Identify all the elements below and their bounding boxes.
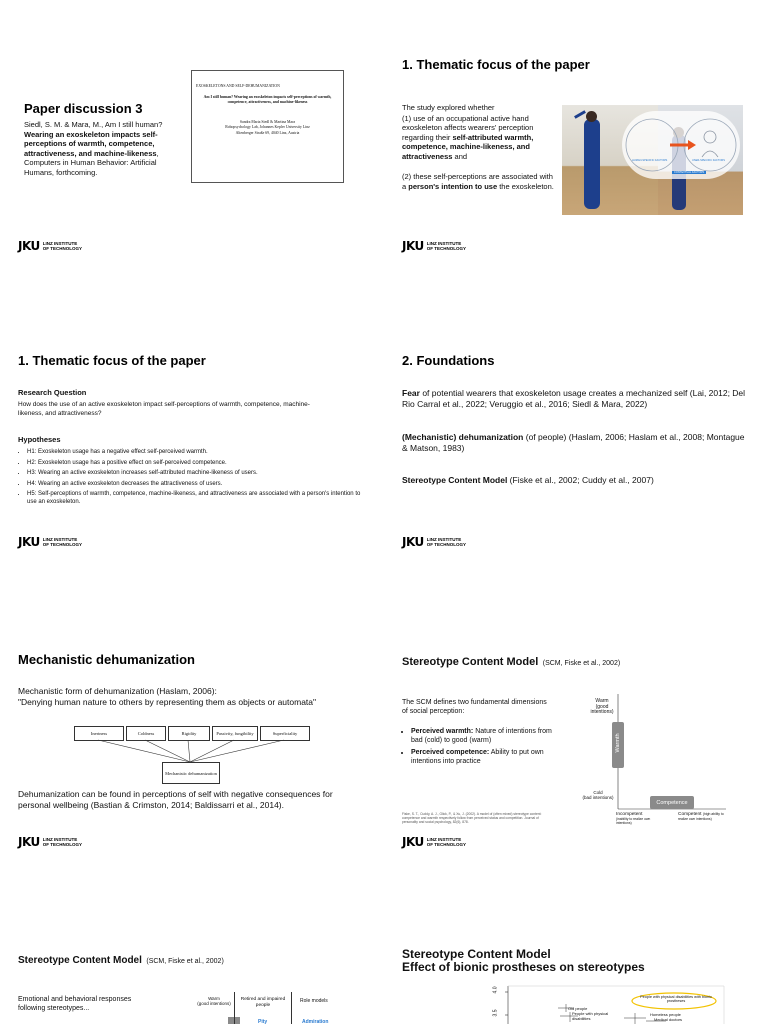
hypotheses-list — [18, 449, 371, 509]
competent-label: Competent (high ability to realize own intentions) — [678, 812, 724, 821]
warm-label: Warm (good intentions) — [197, 996, 231, 1006]
research-question: How does the use of an active exoskeleton impact self-perceptions of warmth, competence, machine-likeness, and attractiveness? — [18, 401, 310, 417]
y-axis — [234, 992, 235, 1024]
fig-label-2: USER-SPECIFIC FACTORS — [692, 159, 725, 162]
slide-title: Stereotype Content Model Effect of bionic prostheses on stereotypes — [402, 947, 645, 974]
slide-title: Paper discussion 3 — [24, 101, 143, 116]
trait-box: Rigidity — [168, 726, 210, 741]
jku-logo: JKU LINZ INSTITUTE OF TECHNOLOGY — [402, 835, 467, 849]
definition: Mechanistic form of dehumanization (Haslam, 2006): "Denying human nature to others by representing them as objects or automata" — [18, 686, 317, 707]
slide-5 — [0, 576, 384, 864]
fig-label-3: CONTEXTUAL FACTORS — [674, 171, 705, 174]
slide-4 — [384, 288, 768, 576]
jku-logo: JKU LINZ INSTITUTE OF TECHNOLOGY — [18, 239, 83, 253]
jku-logo: JKU LINZ INSTITUTE OF TECHNOLOGY — [18, 835, 83, 849]
admiration-label: Admiration — [302, 1019, 329, 1024]
framework-diagram — [622, 111, 740, 179]
quadrant-retired: Retired and impaired people — [240, 997, 286, 1008]
hypothesis-item: • H2: Exoskeleton usage has a positive effect on self-perceived competence. — [27, 460, 371, 468]
hypothesis-item: • H4: Wearing an active exoskeleton decreases the attractiveness of users. — [27, 481, 371, 489]
slide-title: Mechanistic dehumanization — [18, 652, 195, 667]
slide-body: The study explored whether (1) use of an occupational active hand exoskeleton affects wearers' perception regarding their self-attributed warmth, competence, machine-likeness, and attractiveness and (2) these self-perceptions are associated with a person's intention to use the exoskeleton. — [402, 103, 554, 191]
y-tick: 4.0 — [492, 986, 499, 994]
slide-title: Stereotype Content Model (SCM, Fiske et al., 2002) — [402, 656, 621, 668]
slide-1 — [0, 0, 384, 288]
incompetent-label: Incompetent (inability to realize own intentions) — [616, 812, 651, 825]
label-homeless: Homeless people — [650, 1012, 681, 1017]
label-old-people: Old people — [568, 1006, 588, 1011]
quadrant-role-models: Role models — [300, 998, 328, 1004]
slide-7 — [0, 864, 384, 1024]
exoskeleton-photo — [562, 105, 743, 215]
tree-connectors — [0, 576, 384, 864]
root-box: Mechanistic dehumanization — [162, 762, 220, 784]
slide-title: 2. Foundations — [402, 353, 495, 368]
conclusion: Dehumanization can be found in perceptions of self with negative consequences for personal wellbeing (Bastian & Crimston, 2014; Baldissarri et al., 2014). — [18, 789, 333, 810]
foundation-fear: Fear of potential wearers that exoskeleton usage creates a mechanized self (Lai, 2012; Del Rio Carral et al., 2022; Veruggio et al., 2016; Siedl & Mara, 2022) — [402, 388, 746, 409]
hypotheses-heading: Hypotheses — [18, 435, 61, 444]
warm-label: Warm (good intentions) — [590, 698, 614, 715]
pity-label: Pity — [258, 1019, 268, 1024]
foundation-dehumanization: (Mechanistic) dehumanization (of people) (Haslam, 2006; Haslam et al., 2008; Montague & Matson, 1983) — [402, 432, 745, 453]
jku-logo: JKU LINZ INSTITUTE OF TECHNOLOGY — [18, 535, 83, 549]
paper-authors: Sandra Maria Siedl & Martina Mara — [239, 119, 296, 124]
scm-responses-intro: Emotional and behavioral responses following stereotypes... — [18, 996, 132, 1012]
paper-title: Am I still human? Wearing an exoskeleton impacts self-perceptions of warmth, competence, attractiveness, and machine-likeness — [203, 94, 332, 104]
paper-header: EXOSKELETONS AND SELF-DEHUMANIZATION — [196, 84, 280, 88]
slide-title: 1. Thematic focus of the paper — [402, 57, 590, 72]
label-disabilities: People with physical disabilities — [572, 1011, 609, 1021]
cold-label: Cold (bad intentions) — [582, 790, 614, 800]
scm-intro: The SCM defines two fundamental dimensions of social perception: — [402, 699, 547, 715]
hypothesis-item: • H3: Wearing an active exoskeleton increases self-attributed machine-likeness of users. — [27, 470, 371, 478]
paper-affiliation: Robopsychology Lab, Johannes Kepler University Linz — [225, 125, 310, 129]
hypothesis-item: • H5: Self-perceptions of warmth, competence, machine-likeness, and attractiveness are associated with a person's intention to use an exoskeleton. — [27, 491, 371, 506]
paper-thumbnail — [191, 70, 344, 183]
research-question-heading: Research Question — [18, 388, 87, 397]
paper-address: Altenberger Straße 69, 4040 Linz, Austria — [235, 130, 300, 135]
jku-logo: JKU LINZ INSTITUTE OF TECHNOLOGY — [402, 535, 467, 549]
competence-bar: Competence — [650, 796, 694, 809]
slide-title: Stereotype Content Model (SCM, Fiske et al., 2002) — [18, 955, 224, 966]
y-tick: 3.5 — [492, 1009, 499, 1017]
warmth-bar: Warmth — [612, 722, 624, 768]
footnote: Fiske, S. T., Cuddy, A. J., Glick, P., & Xu, J. (2002). A model of (often mixed) stereotype content: competence and warmth respectively follow from perceived status and competition. Journal of personality and social psychology, 82(6), 878. — [402, 812, 542, 825]
trait-box: Inertness — [74, 726, 124, 741]
label-bionic: People with physical disabilities with bionic prostheses — [640, 995, 712, 1004]
citation: Siedl, S. M. & Mara, M., Am I still human? Wearing an exoskeleton impacts self-perceptions of warmth, competence, attractiveness, and machine-likeness, Computers in Human Behavior: Artificial Humans, forthcoming. — [24, 120, 163, 177]
hypothesis-item: • H1: Exoskeleton usage has a negative effect self-perceived warmth. — [27, 449, 371, 457]
fig-label-1: HUMAN-SPECIFIC FACTORS — [632, 159, 668, 162]
slide-2 — [384, 0, 768, 288]
slide-8 — [384, 864, 768, 1024]
trait-box: Superficiality — [260, 726, 310, 741]
foundation-scm: Stereotype Content Model (Fiske et al., 2002; Cuddy et al., 2007) — [402, 475, 654, 485]
jku-logo: JKU LINZ INSTITUTE OF TECHNOLOGY — [402, 239, 467, 253]
slide-title: 1. Thematic focus of the paper — [18, 353, 206, 368]
label-doctors: Medical doctors — [654, 1017, 683, 1022]
dimension-competence: • Perceived competence: Ability to put own intentions into practice — [411, 748, 561, 766]
trait-box: Coldness — [126, 726, 166, 741]
trait-box: Passivity, fungibility — [212, 726, 258, 741]
slide-3 — [0, 288, 384, 576]
dimension-warmth: • Perceived warmth: Nature of intentions from bad (cold) to good (warm) — [411, 727, 561, 745]
quadrant-divider — [291, 992, 292, 1024]
slide-6 — [384, 576, 768, 864]
